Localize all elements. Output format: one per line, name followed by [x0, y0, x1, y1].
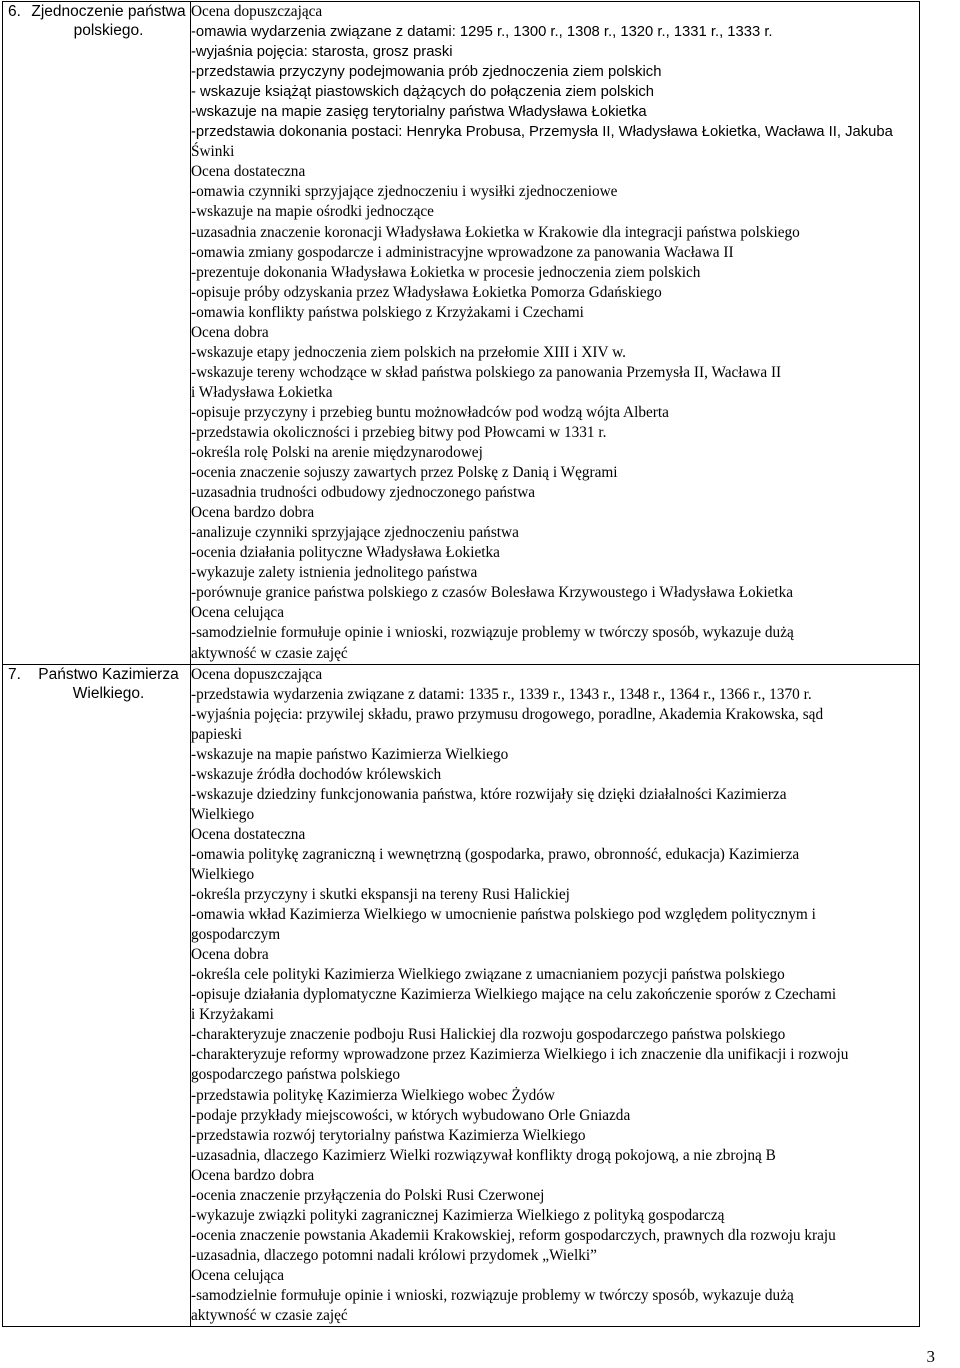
requirement-line: -przedstawia rozwój terytorialny państwa Kazimierza Wielkiego: [191, 1126, 586, 1144]
requirement-line: -wskazuje na mapie ośrodki jednoczące: [191, 203, 434, 221]
requirement-line: -przedstawia okoliczności i przebieg bitwy pod Płowcami w 1331 r.: [191, 423, 607, 441]
requirement-line: -uzasadnia trudności odbudowy zjednoczonego państwa: [191, 484, 536, 502]
requirements-cell: [191, 2, 920, 665]
requirement-line: -wyjaśnia pojęcia: przywilej składu, prawo przymusu drogowego, poradlne, Akademia Krakowska, sąd: [191, 705, 824, 723]
requirement-line: -określa przyczyny i skutki ekspansji na tereny Rusi Halickiej: [191, 886, 570, 904]
requirement-line: -samodzielnie formułuje opinie i wnioski, rozwiązuje problemy w twórczy sposób, wykazuje dużą: [191, 624, 794, 642]
requirement-line: Świnki: [191, 143, 235, 161]
requirement-line: -przedstawia politykę Kazimierza Wielkiego wobec Żydów: [191, 1086, 555, 1104]
requirement-line: -omawia konflikty państwa polskiego z Krzyżakami i Czechami: [191, 303, 584, 321]
requirement-line: -uzasadnia, dlaczego potomni nadali królowi przydomek „Wielki”: [191, 1246, 597, 1264]
topic-title: Zjednoczenie państwa polskiego.: [31, 3, 186, 39]
requirement-line: -wyjaśnia pojęcia: starosta, grosz praski: [191, 44, 453, 61]
grade-heading: Ocena celująca: [191, 604, 284, 622]
topic-row: [3, 664, 920, 1327]
requirement-line: aktywność w czasie zajęć: [191, 1307, 348, 1325]
requirement-line: -omawia wkład Kazimierza Wielkiego w umocnienie państwa polskiego pod względem politycznym i: [191, 906, 816, 924]
requirement-line: -opisuje przyczyny i przebieg buntu możnowładców pod wodzą wójta Alberta: [191, 403, 669, 421]
requirement-line: Wielkiego: [191, 805, 255, 823]
grade-heading: Ocena bardzo dobra: [191, 1166, 315, 1184]
requirement-line: -ocenia działania polityczne Władysława Łokietka: [191, 544, 500, 562]
requirement-line: -przedstawia dokonania postaci: Henryka Probusa, Przemysła II, Władysława Łokietka, Wacława II, Jakuba: [191, 124, 893, 141]
requirement-line: -wskazuje tereny wchodzące w skład państwa polskiego za panowania Przemysła II, Wacława II: [191, 363, 782, 381]
requirement-line: -opisuje próby odzyskania przez Władysława Łokietka Pomorza Gdańskiego: [191, 283, 662, 301]
requirement-line: -określa cele polityki Kazimierza Wielkiego związane z umacnianiem pozycji państwa polskiego: [191, 966, 785, 984]
requirement-line: -przedstawia wydarzenia związane z datami: 1335 r., 1339 r., 1343 r., 1348 r., 1364 r., 1366 r., 1370 r.: [191, 685, 812, 703]
topic-cell: [3, 664, 191, 1327]
requirement-line: gospodarczego państwa polskiego: [191, 1066, 401, 1084]
requirement-line: -omawia zmiany gospodarcze i administracyjne wprowadzone za panowania Wacława II: [191, 243, 734, 261]
requirement-line: -analizuje czynniki sprzyjające zjednoczeniu państwa: [191, 524, 519, 542]
requirement-line: Wielkiego: [191, 866, 255, 884]
requirement-line: -podaje przykłady miejscowości, w których wybudowano Orle Gniazda: [191, 1106, 631, 1124]
requirement-line: -prezentuje dokonania Władysława Łokietka w procesie jednoczenia ziem polskich: [191, 263, 701, 281]
requirement-line: -omawia politykę zagraniczną i wewnętrzną (gospodarka, prawo, obronność, edukacja) Kazimierza: [191, 845, 800, 863]
requirement-line: -ocenia znaczenie przyłączenia do Polski Rusi Czerwonej: [191, 1186, 545, 1204]
grade-heading: Ocena celująca: [191, 1266, 284, 1284]
requirements-cell: [191, 664, 920, 1327]
requirement-line: aktywność w czasie zajęć: [191, 644, 348, 662]
requirement-line: -charakteryzuje reformy wprowadzone przez Kazimierza Wielkiego i ich znaczenie dla unifikacji i rozwoju: [191, 1046, 849, 1064]
requirement-line: -charakteryzuje znaczenie podboju Rusi Halickiej dla rozwoju gospodarczego państwa polskiego: [191, 1026, 786, 1044]
requirement-line: -opisuje działania dyplomatyczne Kazimierza Wielkiego mające na celu zakończenie sporów z Czechami: [191, 986, 837, 1004]
grade-heading: Ocena dopuszczająca: [191, 3, 323, 20]
requirement-line: -wskazuje na mapie zasięg terytorialny państwa Władysława Łokietka: [191, 104, 647, 121]
topic-number: 7.: [8, 665, 21, 683]
requirement-line: papieski: [191, 725, 242, 743]
grade-heading: Ocena bardzo dobra: [191, 504, 315, 522]
topic-cell: [3, 2, 191, 665]
requirement-line: - wskazuje książąt piastowskich dążących do połączenia ziem polskich: [191, 84, 655, 101]
requirement-line: i Władysława Łokietka: [191, 383, 333, 401]
topic-row: [3, 2, 920, 665]
grade-heading: Ocena dostateczna: [191, 163, 306, 181]
page-number: 3: [926, 1347, 935, 1366]
requirement-line: -porównuje granice państwa polskiego z czasów Bolesława Krzywoustego i Władysława Łokietka: [191, 584, 794, 602]
requirement-line: -wskazuje dziedziny funkcjonowania państwa, które rozwijały się dzięki działalności Kazimierza: [191, 785, 787, 803]
requirement-line: -przedstawia przyczyny podejmowania prób zjednoczenia ziem polskich: [191, 64, 662, 81]
topic-title: Państwo Kazimierza Wielkiego.: [38, 665, 179, 702]
requirement-line: i Krzyżakami: [191, 1006, 274, 1024]
requirement-line: -wskazuje etapy jednoczenia ziem polskich na przełomie XIII i XIV w.: [191, 343, 626, 361]
grade-heading: Ocena dopuszczająca: [191, 665, 323, 683]
requirement-line: -wskazuje na mapie państwo Kazimierza Wielkiego: [191, 745, 509, 763]
grade-heading: Ocena dobra: [191, 323, 269, 341]
grade-heading: Ocena dobra: [191, 946, 269, 964]
requirement-line: -wykazuje zalety istnienia jednolitego państwa: [191, 564, 478, 582]
requirement-line: -omawia czynniki sprzyjające zjednoczeniu i wysiłki zjednoczeniowe: [191, 183, 618, 201]
requirement-line: -ocenia znaczenie sojuszy zawartych przez Polskę z Danią i Węgrami: [191, 464, 618, 482]
requirement-line: -określa rolę Polski na arenie międzynarodowej: [191, 444, 483, 462]
requirement-line: -samodzielnie formułuje opinie i wnioski, rozwiązuje problemy w twórczy sposób, wykazuje dużą: [191, 1287, 794, 1304]
requirement-line: -ocenia znaczenie powstania Akademii Krakowskiej, reform gospodarczych, prawnych dla rozwoju kraju: [191, 1226, 836, 1244]
requirement-line: -omawia wydarzenia związane z datami: 1295 r., 1300 r., 1308 r., 1320 r., 1331 r., 1333 r.: [191, 24, 773, 41]
requirement-line: -wykazuje związki polityki zagranicznej Kazimierza Wielkiego z polityką gospodarczą: [191, 1206, 725, 1224]
grade-heading: Ocena dostateczna: [191, 825, 306, 843]
requirement-line: -uzasadnia, dlaczego Kazimierz Wielki rozwiązywał konflikty drogą pokojową, a nie zbrojną B: [191, 1146, 776, 1164]
requirement-line: gospodarczym: [191, 926, 281, 944]
requirement-line: -uzasadnia znaczenie koronacji Władysława Łokietka w Krakowie dla integracji państwa polskiego: [191, 223, 800, 241]
requirement-line: -wskazuje źródła dochodów królewskich: [191, 765, 442, 783]
topic-number: 6.: [8, 3, 21, 20]
requirements-table: [2, 1, 920, 1327]
